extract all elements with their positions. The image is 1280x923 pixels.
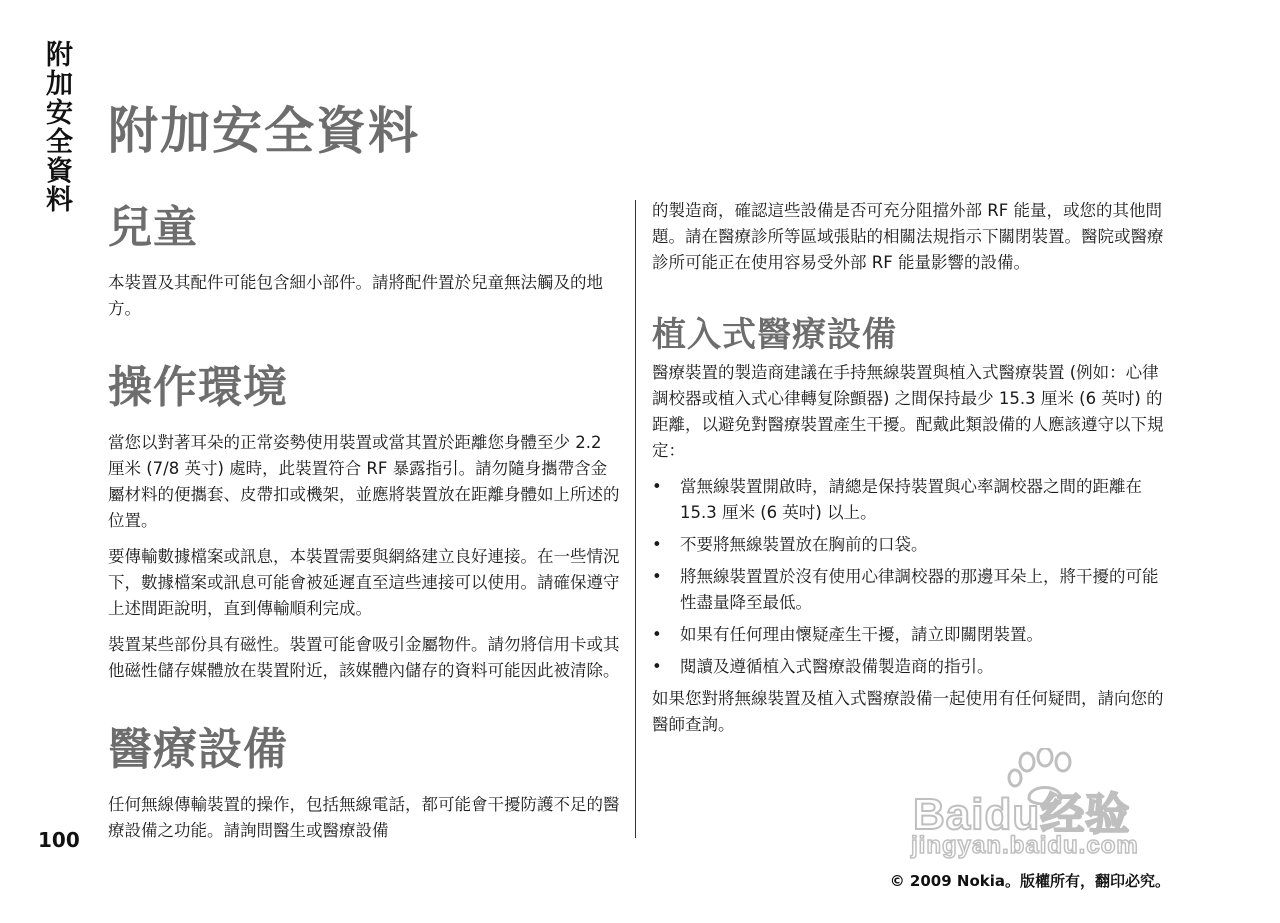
implanted-devices-rules-list <box>652 474 1167 680</box>
paragraph-medical-devices-continued: 的製造商，確認這些設備是否可充分阻擋外部 RF 能量，或您的其他問題。請在醫療診所等區域張貼的相關法規指示下關閉裝置。醫院或醫療診所可能正在使用容易受外部 RF 能量影響的設備。 <box>652 201 1164 272</box>
side-tab-label: 附加安全資料 <box>41 40 72 214</box>
list-item-text: 如果有任何理由懷疑產生干擾，請立即關閉裝置。 <box>680 625 1043 644</box>
paragraph-data-transfer: 要傳輸數據檔案或訊息，本裝置需要與網絡建立良好連接。在一些情況下，數據檔案或訊息可能會被延遲直至這些連接可以使用。請確保遵守上述間距說明，直到傳輸順利完成。 <box>108 547 620 618</box>
watermark-url: jingyan.baidu.com <box>911 832 1139 859</box>
paragraph-children: 本裝置及其配件可能包含細小部件。請將配件置於兒童無法觸及的地方。 <box>108 273 603 318</box>
section-implanted-devices <box>652 310 1167 738</box>
list-item <box>652 532 1167 558</box>
bullet-icon: • <box>652 657 662 676</box>
page-number: 100 <box>38 828 80 852</box>
paragraph-magnetic-parts: 裝置某些部份具有磁性。裝置可能會吸引金屬物件。請勿將信用卡或其他磁性儲存媒體放在裝置附近，該媒體內儲存的資料可能因此被清除。 <box>108 635 620 680</box>
list-item-text: 當無線裝置開啟時，請總是保持裝置與心率調校器之間的距離在 15.3 厘米 (6 英吋) 以上。 <box>680 477 1142 522</box>
list-item <box>652 474 1167 526</box>
left-column <box>108 196 623 844</box>
bullet-icon: • <box>652 535 662 554</box>
column-divider <box>635 200 636 838</box>
list-item <box>652 654 1167 680</box>
paragraph-rf-exposure: 當您以對著耳朵的正常姿勢使用裝置或當其置於距離您身體至少 2.2 厘米 (7/8 英寸) 處時，此裝置符合 RF 暴露指引。請勿隨身攜帶含金屬材料的便攜套、皮帶扣或機架，並應將裝置放在距離身體如上所述的位置。 <box>108 433 620 530</box>
baidu-watermark <box>905 748 1205 868</box>
right-column <box>652 198 1167 738</box>
section-medical-devices <box>108 718 623 844</box>
watermark-brand: Baidu经验 <box>913 790 1131 839</box>
section-children <box>108 196 623 322</box>
list-item <box>652 564 1167 616</box>
section-operating-environment <box>108 356 623 684</box>
bullet-icon: • <box>652 625 662 644</box>
bullet-icon: • <box>652 477 662 496</box>
bullet-icon: • <box>652 567 662 586</box>
list-item <box>652 622 1167 648</box>
copyright-notice: © 2009 Nokia。版權所有，翻印必究。 <box>889 872 1170 890</box>
section-heading-operating-environment: 操作環境 <box>108 362 288 413</box>
paragraph-implanted-devices: 醫療裝置的製造商建議在手持無線裝置與植入式醫療裝置 (例如：心律調校器或植入式心律轉复除顫器) 之間保持最少 15.3 厘米 (6 英吋) 的距離，以避免對醫療裝置產生干擾。配戴此類設備的人應該遵守以下規定： <box>652 363 1164 460</box>
page-title: 附加安全資料 <box>108 102 420 160</box>
section-heading-medical-devices: 醫療設備 <box>108 724 288 775</box>
section-heading-children: 兒童 <box>108 202 198 253</box>
paragraph-medical-devices: 任何無線傳輸裝置的操作，包括無線電話，都可能會干擾防護不足的醫療設備之功能。請詢問醫生或醫療設備 <box>108 795 620 840</box>
list-item-text: 將無線裝置置於沒有使用心律調校器的那邊耳朵上，將干擾的可能性盡量降至最低。 <box>680 567 1159 612</box>
list-item-text: 閱讀及遵循植入式醫療設備製造商的指引。 <box>680 657 994 676</box>
paragraph-implanted-devices-closing: 如果您對將無線裝置及植入式醫療設備一起使用有任何疑問，請向您的醫師查詢。 <box>652 689 1164 734</box>
section-heading-implanted-devices: 植入式醫療設備 <box>652 315 897 355</box>
list-item-text: 不要將無線裝置放在胸前的口袋。 <box>680 535 928 554</box>
